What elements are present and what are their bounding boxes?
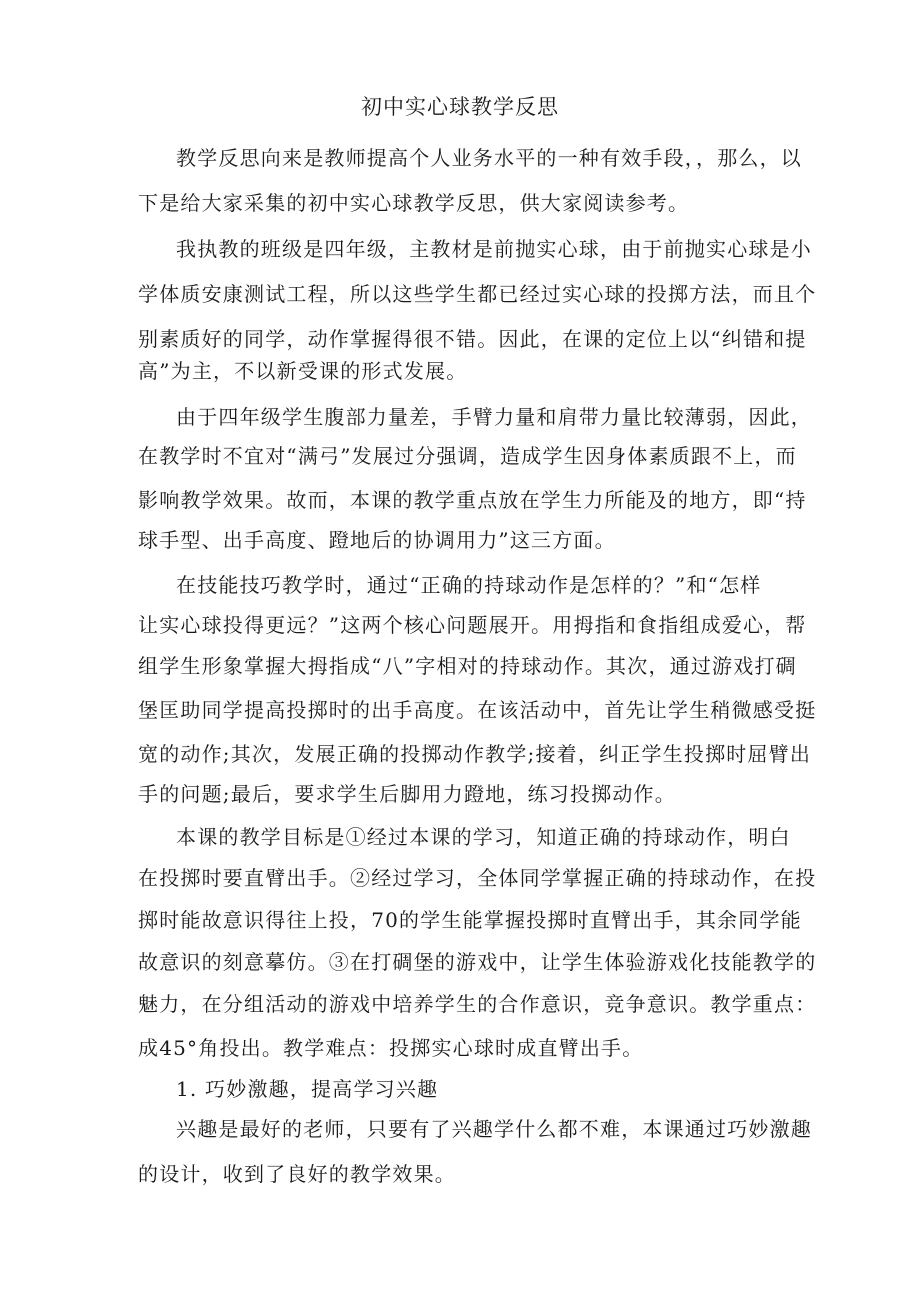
text-line: 堡匡助同学提高投掷时的出手高度。在该活动中，首先让学生稍微感受挺 xyxy=(138,698,817,722)
text-line: 兴趣是最好的老师，只要有了兴趣学什么都不难，本课通过巧妙激趣 xyxy=(176,1117,812,1141)
text-line: 的设计，收到了良好的教学效果。 xyxy=(138,1162,456,1186)
text-line: 宽的动作;其次，发展正确的投掷动作教学;接着，纠正学生投掷时屈臂出 xyxy=(138,742,812,766)
text-line: 影响教学效果。故而，本课的教学重点放在学生力所能及的地方，即“持 xyxy=(138,488,807,512)
text-line: 教学反思向来是教师提高个人业务水平的一种有效手段，，那么，以 xyxy=(176,146,802,170)
text-line: 下是给大家采集的初中实心球教学反思，供大家阅读参考。 xyxy=(138,191,690,215)
text-line: 掷时能故意识得往上投，70的学生能掌握投掷时直臂出手，其余同学能 xyxy=(138,908,802,932)
text-line: 手的问题;最后，要求学生后脚用力蹬地，练习投掷动作。 xyxy=(138,782,676,806)
text-line: 在技能技巧教学时，通过“正确的持球动作是怎样的？”和“怎样 xyxy=(176,573,762,597)
text-line: 别素质好的同学，动作掌握得很不错。因此，在课的定位上以“纠错和提 xyxy=(138,327,807,351)
text-line: 球手型、出手高度、蹬地后的协调用力”这三方面。 xyxy=(138,528,616,552)
text-line: 本课的教学目标是①经过本课的学习，知道正确的持球动作，明白 xyxy=(176,825,791,849)
text-line: 在教学时不宜对“满弓”发展过分强调，造成学生因身体素质跟不上，而 xyxy=(138,444,797,468)
text-line: 由于四年级学生腹部力量差，手臂力量和肩带力量比较薄弱，因此， xyxy=(176,405,812,429)
text-line: 在投掷时要直臂出手。②经过学习，全体同学掌握正确的持球动作，在投 xyxy=(138,866,817,890)
document-title: 初中实心球教学反思 xyxy=(361,95,559,119)
text-line: 让实心球投得更远？”这两个核心问题展开。用拇指和食指组成爱心，帮 xyxy=(138,613,807,637)
text-line: 故意识的刻意摹仿。③在打碉堡的游戏中，让学生体验游戏化技能教学的 xyxy=(138,950,817,974)
text-line: 学体质安康测试工程，所以这些学生都已经过实心球的投掷方法，而且个 xyxy=(138,282,817,306)
text-line: 成45°角投出。教学难点：投掷实心球时成直臂出手。 xyxy=(138,1036,644,1060)
section-heading: 1. 巧妙激趣，提高学习兴趣 xyxy=(176,1077,439,1101)
text-line: 组学生形象掌握大拇指成“八”字相对的持球动作。其次，通过游戏打碉 xyxy=(138,654,797,678)
text-line: 高”为主，不以新受课的形式发展。 xyxy=(138,359,468,383)
text-line: 我执教的班级是四年级，主教材是前抛实心球，由于前抛实心球是小 xyxy=(176,237,812,261)
text-line: 魅力，在分组活动的游戏中培养学生的合作意识，竞争意识。教学重点： xyxy=(138,992,817,1016)
